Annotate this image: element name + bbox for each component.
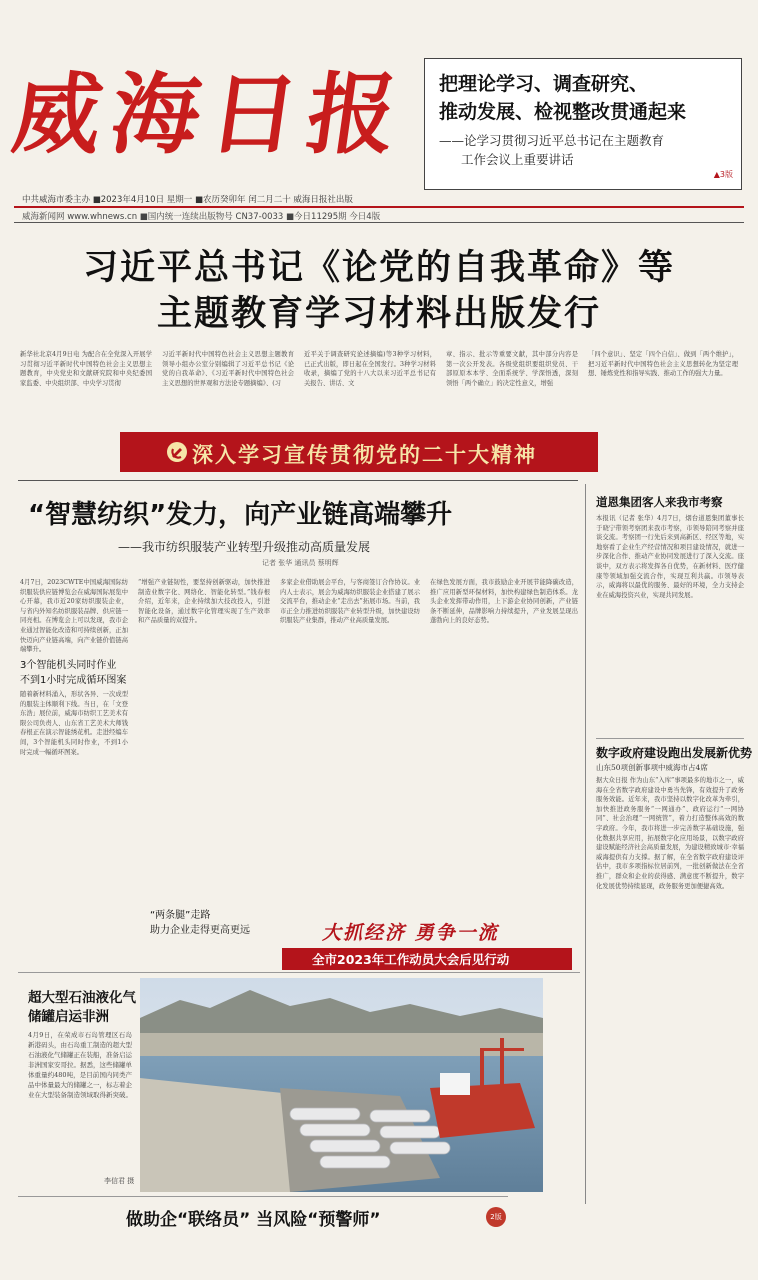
side-story-1-title[interactable]: 道恩集团客人来我市考察 [596, 495, 723, 509]
banner [120, 432, 598, 472]
sub-head-1: 3个智能机头同时作业 [20, 660, 117, 671]
side-story-2-body: 据大众日报 作为山东“入库”事项最多的地市之一，威海在全省数字政府建设中勇当先锋，有效提升了政务服务效能。近年来，我市坚持以数字化改革为牵引，加快推进政务服务“一网通办”、政府运行“一网协同”、社会治理“一网统管”，着力打造整体高效的数字政府。今年，我市将进一步完善数字基础设施，强化数据共享应用，拓展数字化应用场景，以数字政府建设赋能经济社会高质量发展，为建设精致城市·幸福威海提供有力支撑。据了解，在全省数字政府建设评估中，我市多项指标位居前列，一批创新做法在全省推广，群众和企业的获得感、满意度不断提升，数字化发展优势持续显现，政务服务更加便捷高效。 [596, 777, 744, 890]
lead-column: 新华社北京4月9日电 为配合在全党深入开展学习贯彻习近平新时代中国特色社会主义思想主题教育，中央党史和文献研究院和中央纪委国家监委、中央组织部、中央学习贯彻 [20, 351, 152, 387]
main-story-byline: 记者 张华 通讯员 蔡明辉 [262, 559, 339, 567]
photo-story-title-2[interactable]: 储罐启运非洲 [28, 1009, 109, 1025]
photo-story-title-1[interactable]: 超大型石油液化气 [28, 990, 136, 1006]
main-story-title[interactable]: “智慧纺织”发力，向产业链高端攀升 [28, 500, 453, 530]
promo-subtitle-line2: 工作会议上重要讲话 [461, 152, 574, 167]
sub-head-2: “两条腿”走路 [150, 910, 211, 921]
issue-info: 中共威海市委主办 ■2023年4月10日 星期一 ■农历癸卯年 闰二月二十 威海日报社出版 [22, 195, 353, 205]
headline-line1[interactable]: 习近平总书记《论党的自我革命》等 [82, 248, 675, 288]
main-story-subtitle: ——我市纺织服装产业转型升级推动高质量发展 [118, 540, 371, 554]
lead-column: 习近平新时代中国特色社会主义思想主题教育领导小组办公室分别编辑了习近平总书记《论党的自我革命》、《习近平新时代中国特色社会主义思想的世界观和方法论专题摘编》、(习 [162, 351, 294, 387]
ribbon-slogan: 大抓经济 勇争一流 [322, 922, 499, 944]
main-story-column: 多家企业借助展会平台，与客商签订合作协议。业内人士表示，展会为威海纺织服装企业搭建了展示交流平台，推动企业“走出去”拓展市场。当前，我市正全力推进纺织服装产业转型升级，加快建设纺织服装产业集群，推动产业高质量发展。 [280, 579, 420, 625]
headline-line2[interactable]: 主题教育学习材料出版发行 [156, 294, 601, 334]
port-photo [140, 978, 543, 1192]
promo-title-line2: 推动发展、检视整改贯通起来 [439, 101, 687, 123]
promo-subtitle-line1: ——论学习贯彻习近平总书记在主题教育 [439, 133, 665, 148]
main-story-column: 在绿色发展方面，我市鼓励企业开展节能降碳改造，推广应用新型环保材料，加快构建绿色制造体系。龙头企业发挥带动作用，上下游企业协同创新，产业链条不断延伸，品牌影响力持续提升，产业发展呈现出蓬勃向上的良好态势。 [430, 579, 578, 625]
main-story-column: 4月7日，2023CWTE中国威海国际纺织服装供应链博览会在威海国际展览中心开幕，我市近20家纺织服装企业，与省内外知名纺织服装品牌、供应链一同亮相。在博览会上可以发现，我市企业通过智能化改造和可持续创新，正加快迈向产业链高端，向产业链价值链高端攀升。 [20, 579, 128, 654]
side-story-1-body: 本报讯（记者 张华）4月7日，烟台道恩集团董事长于晓宁带领考察团来我市考察，市领导陪同考察并座谈交流。考察团一行先后来到高新区、经区等地，实地察看了企业生产经营情况和项目建设情况，就进一步深化合作、推动产业协同发展进行了深入交流。座谈中，双方表示将发挥各自优势，在新材料、医疗健康等领域加强交流合作，实现互利共赢。市领导表示，威海将以最优的服务、最好的环境，全力支持企业在威海投资兴业，实现共同发展。 [596, 515, 744, 599]
ribbon-sub: 全市2023年工作动员大会后见行动 [312, 952, 510, 967]
promo-page-ref: ▲3版 [713, 170, 733, 179]
main-story-column: 随着新材料涌入，形状各异、一次成型的服装主体顺利下线。当日，在「文登东浩」展位前，威海市纺织工艺美术有限公司负责人、山东省工艺美术大师钱春根正在演示智能绣花机。走进经编车间，3个智能机头同时作业，不到1小时完成一幅循环图案。 [20, 691, 128, 756]
promo-box[interactable] [424, 58, 742, 190]
masthead-logo [6, 52, 414, 192]
sub-head-1b: 不到1小时完成循环图案 [20, 675, 127, 686]
masthead-char: 日 [202, 62, 306, 166]
side-story-2-title[interactable]: 数字政府建设跑出发展新优势 [596, 746, 753, 760]
photo-credit: 李信君 摄 [104, 1177, 135, 1185]
bottom-teaser-title: 做助企“联络员” 当风险“预警师” [126, 1210, 381, 1230]
main-story-column: “增强产业链韧性，要坚持创新驱动，加快推进制造业数字化、网络化、智能化转型。”钱春根介绍，近年来，企业持续加大技改投入，引进智能化设备，通过数字化管理实现了生产效率和产品质量的双提升。 [138, 579, 270, 625]
banner-text: 深入学习宣传贯彻党的二十大精神 [192, 443, 537, 467]
party-emblem-icon [166, 441, 188, 463]
bottom-teaser[interactable] [18, 1196, 508, 1235]
masthead-char: 威 [6, 62, 110, 166]
promo-title-line1: 把理论学习、调查研究、 [439, 73, 649, 95]
page-ref-badge: 2版 [486, 1207, 506, 1227]
issue-info-2: 威海新闻网 www.whnews.cn ■国内统一连续出版物号 CN37-0033 ■今日11295期 今日4版 [22, 212, 381, 222]
side-story-2-subtitle: 山东50项创新事项中威海市占4席 [596, 763, 708, 772]
ribbon [282, 916, 572, 974]
photo-story-body: 4月9日，在荣成市石岛管理区石岛新港码头，由石岛重工制造的超大型石油液化气储罐正在装船，准备启运非洲国家安哥拉。据悉，这些储罐单体重量约480吨，是目前国内同类产品中体量最大的储罐之一，标志着企业在大型装备制造领域取得新突破。 [28, 1031, 132, 1099]
lead-column: 章、指示、批示等重要文献，其中部分内容是第一次公开发表。各级党组织要组织党员、干部原原本本学、全面系统学、学深悟透，深刻领悟「两个确立」的决定性意义，增强 [446, 351, 578, 387]
masthead-char: 报 [300, 62, 404, 166]
sub-head-2b: 助力企业走得更高更远 [150, 925, 250, 936]
lead-column: 近平关于调查研究论述摘编)等3种学习材料，已正式出版，即日起在全国发行。3种学习材料收录，摘编了党的十八大以来习近平总书记有关报告、讲话、文 [304, 351, 436, 387]
lead-column: 「四个意识」、坚定「四个自信」、做到「两个维护」，把习近平新时代中国特色社会主义思想转化为坚定理想、锤炼党性和指导实践、推动工作的强大力量。 [588, 351, 738, 378]
masthead-char: 海 [104, 62, 208, 166]
